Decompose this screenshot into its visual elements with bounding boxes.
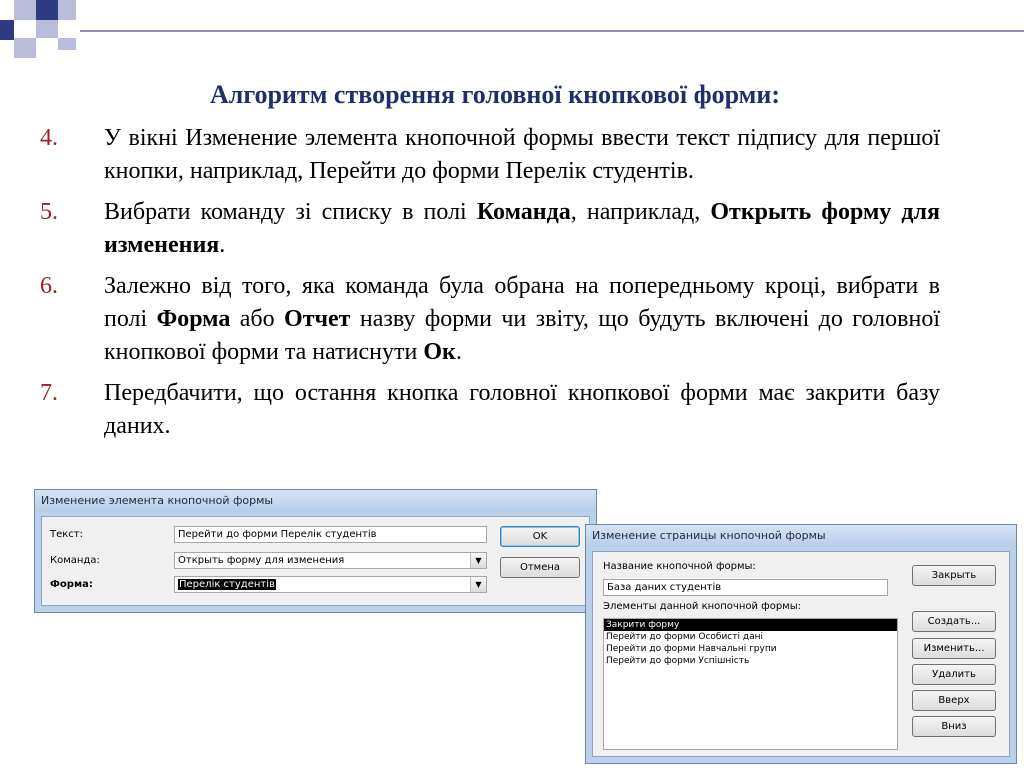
step-text-bold: Ок	[423, 339, 456, 365]
ok-button[interactable]: OK	[500, 526, 580, 547]
step-text-bold: Отчет	[284, 306, 351, 332]
items-label: Элементы данной кнопочной формы:	[603, 601, 801, 612]
edit-button[interactable]: Изменить...	[912, 638, 996, 659]
form-select[interactable]	[174, 576, 487, 593]
edit-page-dialog-title: Изменение страницы кнопочной формы	[586, 525, 1016, 547]
chevron-down-icon[interactable]: ▼	[470, 553, 486, 568]
step-number: 5.	[40, 199, 58, 225]
name-input[interactable]	[603, 579, 888, 596]
list-item[interactable]: Закрити форму	[604, 619, 897, 631]
delete-button[interactable]: Удалить	[912, 664, 996, 685]
move-down-button[interactable]: Вниз	[912, 716, 996, 737]
step-text	[104, 122, 940, 188]
step-text-part: назву форми чи звіту, що будуть включені до головної кнопкової форми та натиснути	[104, 306, 941, 365]
step-text-bold: Открыть форму для изменения	[104, 199, 940, 258]
step-number: 6.	[40, 273, 58, 299]
step-text	[104, 377, 940, 443]
list-item[interactable]: Перейти до форми Навчальні групи	[606, 644, 777, 654]
step-text-part: , наприклад,	[570, 199, 711, 225]
step-text-part: Передбачити, що остання кнопка головної кнопкової форми має закрити базу даних.	[104, 380, 940, 439]
name-input-value: База даних студентів	[607, 582, 722, 593]
move-up-button[interactable]: Вверх	[912, 690, 996, 711]
create-button[interactable]: Создать...	[912, 611, 996, 632]
edit-item-dialog	[34, 489, 597, 613]
step-text-part: .	[219, 232, 226, 258]
step-text-part: У вікні Изменение элемента кнопочной формы ввести текст підпису для першої кнопки, наприклад, Перейти до форми Перелік студентів.	[104, 125, 940, 184]
form-label: Форма:	[50, 579, 93, 590]
edit-page-dialog	[585, 524, 1017, 764]
step-text	[104, 196, 940, 262]
step-text-bold: Команда	[476, 199, 571, 225]
edit-item-dialog-title: Изменение элемента кнопочной формы	[35, 490, 596, 512]
step-item	[40, 196, 940, 262]
edit-item-dialog-body	[41, 516, 590, 606]
command-select-value: Открыть форму для изменения	[178, 555, 345, 566]
items-listbox[interactable]	[603, 618, 898, 750]
step-text-part: Вибрати команду зі списку в полі	[104, 199, 477, 225]
step-text-part: .	[455, 339, 462, 365]
chevron-down-icon[interactable]: ▼	[470, 577, 486, 592]
step-item	[40, 122, 940, 188]
slide-title: Алгоритм створення головної кнопкової форми:	[209, 80, 781, 109]
cancel-button[interactable]: Отмена	[500, 557, 580, 578]
step-number: 4.	[40, 125, 58, 151]
close-button[interactable]: Закрыть	[912, 565, 996, 586]
text-input[interactable]	[174, 526, 487, 543]
header-rule	[80, 30, 1024, 32]
step-item	[40, 377, 940, 443]
step-item	[40, 270, 940, 369]
list-item[interactable]: Перейти до форми Особисті дані	[606, 632, 763, 642]
steps-list	[40, 122, 940, 451]
step-number: 7.	[40, 380, 58, 406]
command-select[interactable]	[174, 552, 487, 569]
step-text-bold: Форма	[156, 306, 231, 332]
text-label: Текст:	[50, 529, 83, 540]
edit-page-dialog-body	[592, 551, 1010, 757]
step-text-part: або	[230, 306, 285, 332]
name-label: Название кнопочной формы:	[603, 561, 756, 572]
form-select-value: Перелік студентів	[179, 579, 275, 590]
text-input-value: Перейти до форми Перелік студентів	[178, 529, 377, 540]
step-text	[104, 270, 940, 369]
command-label: Команда:	[50, 555, 100, 566]
list-item[interactable]: Перейти до форми Успішність	[606, 656, 750, 666]
step-text-part: Залежно від того, яка команда була обрана на попередньому кроці, вибрати в полі	[104, 273, 940, 332]
